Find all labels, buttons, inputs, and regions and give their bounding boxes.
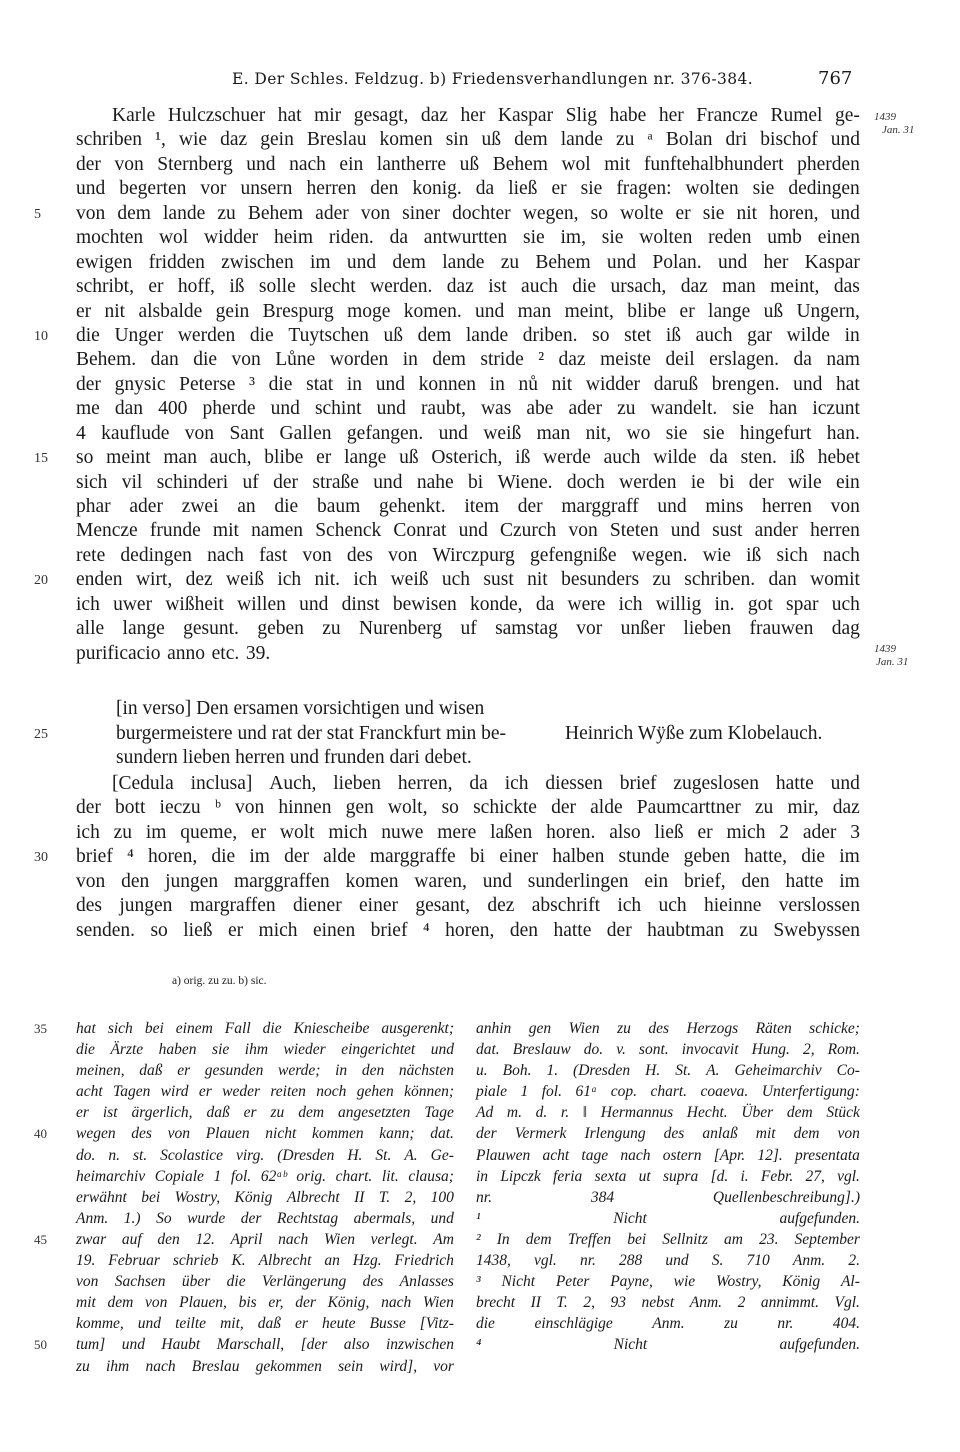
text-line: mochten wol widder heim riden. da antwurtten sie im, sie wolten reden umb einen — [76, 227, 860, 249]
text-line: purificacio anno etc. 39. — [76, 642, 271, 664]
page-number: 767 — [818, 68, 853, 89]
line-text: [in verso] Den ersamen vorsichtigen und wisen — [116, 698, 485, 719]
text-line: ⁴ Nicht aufgefunden. — [476, 1336, 860, 1354]
text-line: Ad m. d. r. ‖ Hermannus Hecht. Über dem Stück — [476, 1104, 860, 1122]
line-text: burgermeistere und rat der stat Franckfurt min be- — [116, 722, 507, 744]
header-title: E. Der Schles. Feldzug. b) Friedensverhandlungen nr. 376-384. — [232, 70, 754, 88]
text-line: 40 wegen des von Plauen nicht kommen kann; dat. — [76, 1123, 454, 1144]
text-line: der Vermerk Irlengung des anlaß mit dem von — [476, 1125, 860, 1143]
text-line: phar ader zwei an die baum gehenkt. item der marggraff und mins herren von — [76, 496, 860, 517]
text-line: do. n. st. Scolastice virg. (Dresden H. St. A. Ge- — [76, 1146, 454, 1164]
text-line: 50 tum] und Haubt Marschall, [der also inzwischen — [76, 1334, 454, 1355]
text-line: 1438, vgl. nr. 288 und S. 710 Anm. 2. — [476, 1252, 860, 1270]
text-line: rete dedingen nach fast von des von Wirczpurg gefengniße wegen. wie iß sich nach — [76, 544, 860, 566]
margin-date: Jan. 31 — [876, 656, 909, 668]
line-number: 15 — [34, 451, 48, 467]
text-line: der gnysic Peterse ³ die stat in und konnen in nů nit widder daruß brengen. und hat — [76, 373, 860, 395]
text-line: schribt, er hoff, iß solle slecht werden. daz ist auch die ursach, daz man meint, das — [76, 276, 860, 298]
margin-year: 1439 — [874, 111, 896, 123]
text-line: Behem. dan die von Lůne worden in dem stride ² daz meiste deil erslagen. da nam — [76, 349, 860, 371]
text-line: 5 von dem lande zu Behem ader von siner dochter wegen, so wolte er sie nit horen, und — [76, 202, 860, 226]
text-line: piale 1 fol. 61ᵃ cop. chart. coaeva. Unterfertigung: — [476, 1083, 860, 1101]
text-line: komme, und teilte mit, daß er heute Busse [Vitz- — [76, 1315, 454, 1333]
text-line: in Lipczk feria sexta ut supra [d. i. Febr. 27, vgl. — [476, 1167, 860, 1185]
text-line: nr. 384 Quellenbeschreibung].) — [476, 1188, 860, 1206]
margin-year: 1439 — [874, 643, 896, 655]
text-line: von Sachsen über die Verlängerung des Anlasses — [76, 1273, 454, 1291]
text-line: ich zu im queme, er wolt mich nuwe mere laßen horen. also ließ er mich 2 ader 3 — [76, 821, 860, 843]
sender-signature: Heinrich Wÿße zum Klobelauch. — [565, 723, 823, 744]
text-line: der von Sternberg und nach ein lantherre uß Behem wol mit funftehalbhundert pherden — [76, 153, 860, 175]
text-line: 45 zwar auf den 12. April nach Wien verlegt. Am — [76, 1229, 454, 1250]
line-number: 50 — [34, 1337, 47, 1353]
commentary-right-column — [476, 1018, 860, 1356]
text-line: 4 kauflude von Sant Gallen gefangen. und weiß man nit, wo sie sie hingefurt han. — [76, 422, 860, 444]
text-line: schriben ¹, wie daz gein Breslau komen sin uß dem lande zu ᵃ Bolan dri bischof und — [76, 129, 860, 151]
text-line: dat. Breslauw do. v. sont. invocavit Hung. 2, Rom. — [476, 1041, 860, 1059]
text-line: Anm. 1.) So wurde der Rechtstag abermals, und — [76, 1209, 454, 1227]
address-line — [116, 746, 876, 771]
text-line: 19. Februar schrieb K. Albrecht an Hzg. Friedrich — [76, 1252, 454, 1270]
line-number: 25 — [34, 726, 48, 742]
text-line: 20 enden wirt, dez weiß ich nit. ich weiß uch sust nit besunders zu schriben. dan womit — [76, 568, 860, 592]
text-line: ² In dem Treffen bei Sellnitz am 23. September — [476, 1230, 860, 1248]
textual-footnotes: a) orig. zu zu. b) sic. — [172, 975, 267, 987]
text-line: [Cedula inclusa] Auch, lieben herren, da ich diessen brief zugeslosen hatte und — [112, 773, 860, 794]
text-line: 35 hat sich bei einem Fall die Kniescheibe ausgerenkt; — [76, 1018, 454, 1039]
text-line: 15 so meint man auch, blibe er lange uß Osterich, iß werde auch wilde da sten. iß hebet — [76, 446, 860, 470]
text-line: er nit alsbalde gein Brespurg moge komen. und man meint, blibe er lange uß Ungern, — [76, 300, 860, 322]
text-line: alle lange gesunt. geben zu Nurenberg uf samstag vor unßer lieben frauwen dag — [76, 618, 860, 640]
line-text: sundern lieben herren und frunden dari debet. — [116, 747, 472, 768]
text-line: ¹ Nicht aufgefunden. — [476, 1209, 860, 1227]
text-line: meinen, daß er gesunden werde; in den nächsten — [76, 1062, 454, 1080]
line-number: 20 — [34, 573, 48, 589]
text-line: und begerten vor unsern herren den konig. da ließ er sie fragen: wolten sie dedingen — [76, 178, 860, 200]
text-line: mit dem von Plauen, bis er, der König, nach Wien — [76, 1294, 454, 1312]
text-line: Mencze frunde mit namen Schenck Conrat und Czurch von Steten und sust ander herren — [76, 520, 860, 542]
text-line: acht Tagen wird er weder reiten noch gehen können; — [76, 1083, 454, 1101]
text-line: des jungen margraffen diener einer gesant, dez abschrift ich uch hieinne verslossen — [76, 895, 860, 917]
margin-date: Jan. 31 — [882, 124, 915, 136]
text-line: Plauwen acht tage nach ostern [Apr. 12]. presentata — [476, 1146, 860, 1164]
text-line: die Ärzte haben sie ihm wieder eingerichtet und — [76, 1041, 454, 1059]
text-line: die einschlägige Anm. zu nr. 404. — [476, 1315, 860, 1333]
margin-date-note — [874, 643, 908, 669]
text-line: sich vil schinderi uf der straße und nahe bi Wiene. doch werden ie bi der wile ein — [76, 471, 860, 493]
text-line: erwähnt bei Wostry, König Albrecht II T. 2, 100 — [76, 1188, 454, 1206]
line-number: 35 — [34, 1021, 47, 1036]
text-line: ewigen fridden zwischen im und dem lande zu Behem und Polan. und her Kaspar — [76, 251, 860, 273]
text-line: 10 die Unger werden die Tuytschen uß dem lande driben. so stet iß auch gar wilde in — [76, 324, 860, 348]
line-number: 40 — [34, 1126, 47, 1142]
margin-date-note — [874, 111, 914, 137]
text-line: ³ Nicht Peter Payne, wie Wostry, König Al- — [476, 1273, 860, 1291]
running-header — [0, 70, 960, 94]
line-number: 30 — [34, 850, 48, 866]
text-line: der bott ieczu ᵇ von hinnen gen wolt, so schickte der alde Paumcarttner zu mir, daz — [76, 797, 860, 819]
text-line: Karle Hulczschuer hat mir gesagt, daz her Kaspar Slig habe her Francze Rumel ge- — [112, 105, 860, 126]
text-line: 30 brief ⁴ horen, die im der alde marggraffe bi einer halben stunde geben hatte, die im — [76, 845, 860, 869]
cedula-inclusa — [34, 772, 860, 943]
text-line: me dan 400 pherde und schint und raubt, was abe ader zu wandelt. sie han iczunt — [76, 398, 860, 420]
line-number: 5 — [34, 206, 41, 222]
text-line: brecht II T. 2, 93 nebst Anm. 2 annimmt. Vgl. — [476, 1294, 860, 1312]
text-line: heimarchiv Copiale 1 fol. 62ᵃᵇ orig. chart. lit. clausa; — [76, 1167, 454, 1185]
line-number: 45 — [34, 1231, 47, 1247]
address-line — [116, 697, 876, 722]
letter-body — [34, 104, 860, 666]
commentary-left-column — [34, 1018, 454, 1377]
text-line: anhin gen Wien zu des Herzogs Räten schicke; — [476, 1020, 860, 1037]
text-line: von den jungen marggraffen komen waren, und sunderlingen ein brief, den hatte im — [76, 870, 860, 892]
text-line: u. Boh. 1. (Dresden H. St. A. Geheimarchiv Co- — [476, 1062, 860, 1080]
line-number: 10 — [34, 328, 48, 344]
text-line: zu ihm nach Breslau gekommen sein wird], vor — [76, 1357, 454, 1375]
text-line: er ist ärgerlich, daß er zu dem angesetzten Tage — [76, 1104, 454, 1122]
text-line: ich uwer wißheit willen und dinst bewisen konde, da were ich willig in. got spar uch — [76, 593, 860, 615]
text-line: senden. so ließ er mich einen brief ⁴ horen, den hatte der haubtman zu Swebyssen — [76, 919, 860, 941]
